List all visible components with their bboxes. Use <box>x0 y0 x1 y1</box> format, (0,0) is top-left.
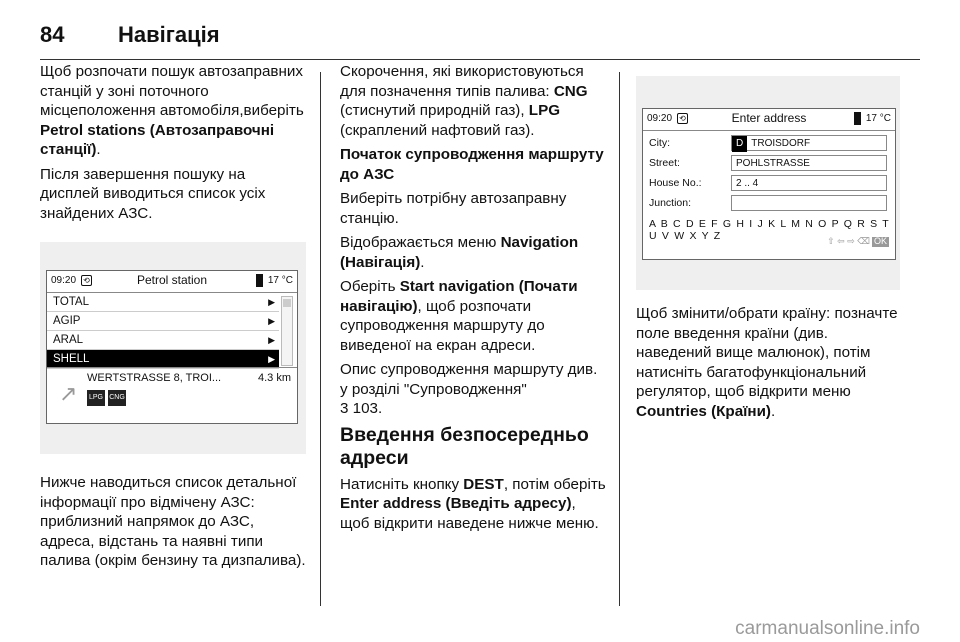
watermark: carmanualsonline.info <box>735 618 920 639</box>
ok-key[interactable]: OK <box>873 236 887 246</box>
paragraph <box>340 62 608 140</box>
text: Натисніть кнопку <box>340 475 464 493</box>
house-number-label: House No.: <box>649 177 702 189</box>
scroll-thumb[interactable] <box>283 299 291 307</box>
text: Оберіть <box>340 278 400 295</box>
text: (скраплений нафтовий газ). <box>340 121 535 139</box>
text: . <box>771 402 776 420</box>
house-number-input[interactable]: 2 .. 4 <box>731 175 887 191</box>
station-detail <box>47 367 297 423</box>
text: Опис супроводження маршруту див. у розділі "Супроводження" <box>340 361 598 398</box>
fuel-term: LPG <box>528 102 561 119</box>
page-reference[interactable]: 3 103. <box>340 400 383 417</box>
screen-title: Enter address <box>731 111 807 125</box>
paragraph: Після завершення пошуку на дисплей виводиться список усіх знайдених АЗС. <box>40 165 266 222</box>
junction-label: Junction: <box>649 197 692 209</box>
text: . <box>420 253 425 271</box>
text: Відображається меню <box>340 234 501 251</box>
chevron-right-icon: ▶ <box>268 354 275 364</box>
menu-term: Start navigation (Почати навігацію) <box>340 278 578 315</box>
station-address: WERTSTRASSE 8, TROI... <box>87 372 222 384</box>
text: . <box>96 141 101 158</box>
button-term: DEST <box>463 475 504 493</box>
section-title: Введення безпосередньо адреси <box>340 423 589 469</box>
text: Щоб розпочати пошук автозаправних станцій у зоні поточного місцеположення автомобіля,виберіть <box>40 63 304 119</box>
menu-term: Navigation (Навігація) <box>340 234 579 271</box>
page-number: 84 <box>40 22 65 47</box>
house-field-row <box>647 175 891 193</box>
column-3 <box>636 62 906 426</box>
clock-time: 09:20 <box>51 275 77 286</box>
text: Скорочення, які використовуються для позначення типів палива: <box>340 63 584 100</box>
column-divider <box>320 72 321 606</box>
junction-field-row <box>647 195 891 213</box>
city-label: City: <box>649 137 670 149</box>
petrol-station-screen <box>46 270 298 424</box>
enter-address-screenshot <box>636 76 900 290</box>
text: , потім оберіть <box>503 475 606 493</box>
paragraph <box>340 233 608 272</box>
header-rule <box>40 59 920 60</box>
station-distance: 4.3 km <box>257 372 291 384</box>
list-item[interactable] <box>47 331 279 350</box>
city-field-row <box>647 135 891 153</box>
street-input[interactable]: POHLSTRASSE <box>731 155 887 171</box>
scrollbar[interactable] <box>281 296 293 366</box>
screen-status-bar <box>643 109 895 131</box>
chevron-right-icon: ▶ <box>268 335 275 345</box>
city-value: TROISDORF <box>751 138 811 149</box>
letter-keyboard[interactable]: A B C D E F G H I J K L M N O P Q R S T U V W X Y Z <box>649 218 890 242</box>
paragraph <box>340 277 608 355</box>
menu-term: Petrol stations (Автозаправочні станції) <box>40 121 275 158</box>
street-label: Street: <box>649 157 680 169</box>
column-1 <box>40 62 308 576</box>
station-name: SHELL <box>53 353 90 365</box>
enter-address-screen <box>642 108 896 260</box>
clock-icon: ⟲ <box>81 275 92 286</box>
text: Щоб змінити/обрати країну: позначте поле введення країни (див. наведений вище малюнок), потім натисніть багатофункціональний регулятор, щоб відкрити меню <box>636 305 898 400</box>
station-name: AGIP <box>53 315 81 327</box>
list-item[interactable] <box>47 312 279 331</box>
screen-title: Petrol station <box>136 273 208 287</box>
thermometer-icon <box>256 274 263 287</box>
column-2 <box>340 62 608 538</box>
cng-fuel-icon: CNG <box>108 390 126 406</box>
petrol-station-screenshot <box>40 242 306 454</box>
street-field-row <box>647 155 891 173</box>
clock-time: 09:20 <box>647 113 673 124</box>
direction-arrow-icon: ↗ <box>59 381 78 406</box>
list-item[interactable] <box>47 293 279 312</box>
station-name: ARAL <box>53 334 84 346</box>
city-input[interactable] <box>731 135 887 151</box>
chevron-right-icon: ▶ <box>268 297 275 307</box>
column-divider <box>619 72 620 606</box>
thermometer-icon <box>854 112 861 125</box>
chevron-right-icon: ▶ <box>268 316 275 326</box>
junction-input[interactable] <box>731 195 887 211</box>
menu-term: Enter address (Введіть адресу) <box>340 495 572 512</box>
text: (стиснутий природній газ), <box>340 102 529 119</box>
paragraph <box>40 62 308 160</box>
station-list <box>47 293 279 369</box>
page-heading: Навігація <box>118 22 220 47</box>
fuel-term: CNG <box>553 82 588 100</box>
screen-status-bar <box>47 271 297 293</box>
temperature: 17 °C <box>267 275 293 286</box>
subheading: Початок супроводження маршруту до АЗС <box>340 146 604 183</box>
country-code[interactable]: D <box>732 136 747 152</box>
paragraph: Нижче наводиться список детальної інформації про відмічену АЗС: приблизний напрямок до АЗС, адреса, відстань та наявні типи палива (окрім бензину та дизпалива). <box>40 474 306 569</box>
clock-icon: ⟲ <box>677 113 688 124</box>
menu-term: Countries (Країни) <box>636 402 771 420</box>
page-header <box>40 14 920 54</box>
keyboard-controls <box>827 237 889 247</box>
station-name: TOTAL <box>53 296 89 308</box>
paragraph: Виберіть потрібну автозаправну станцію. <box>340 190 567 227</box>
paragraph <box>340 475 608 534</box>
text: , щоб відкрити наведене нижче меню. <box>340 495 599 532</box>
edit-keys[interactable]: ⇧ ⇦ ⇨ ⌫ <box>827 236 870 246</box>
lpg-fuel-icon: LPG <box>87 390 105 406</box>
text: , щоб розпочати супроводження маршруту до виведеної на екран адреси. <box>340 297 545 354</box>
paragraph <box>636 304 906 421</box>
temperature: 17 °C <box>865 113 891 124</box>
paragraph <box>340 360 608 419</box>
